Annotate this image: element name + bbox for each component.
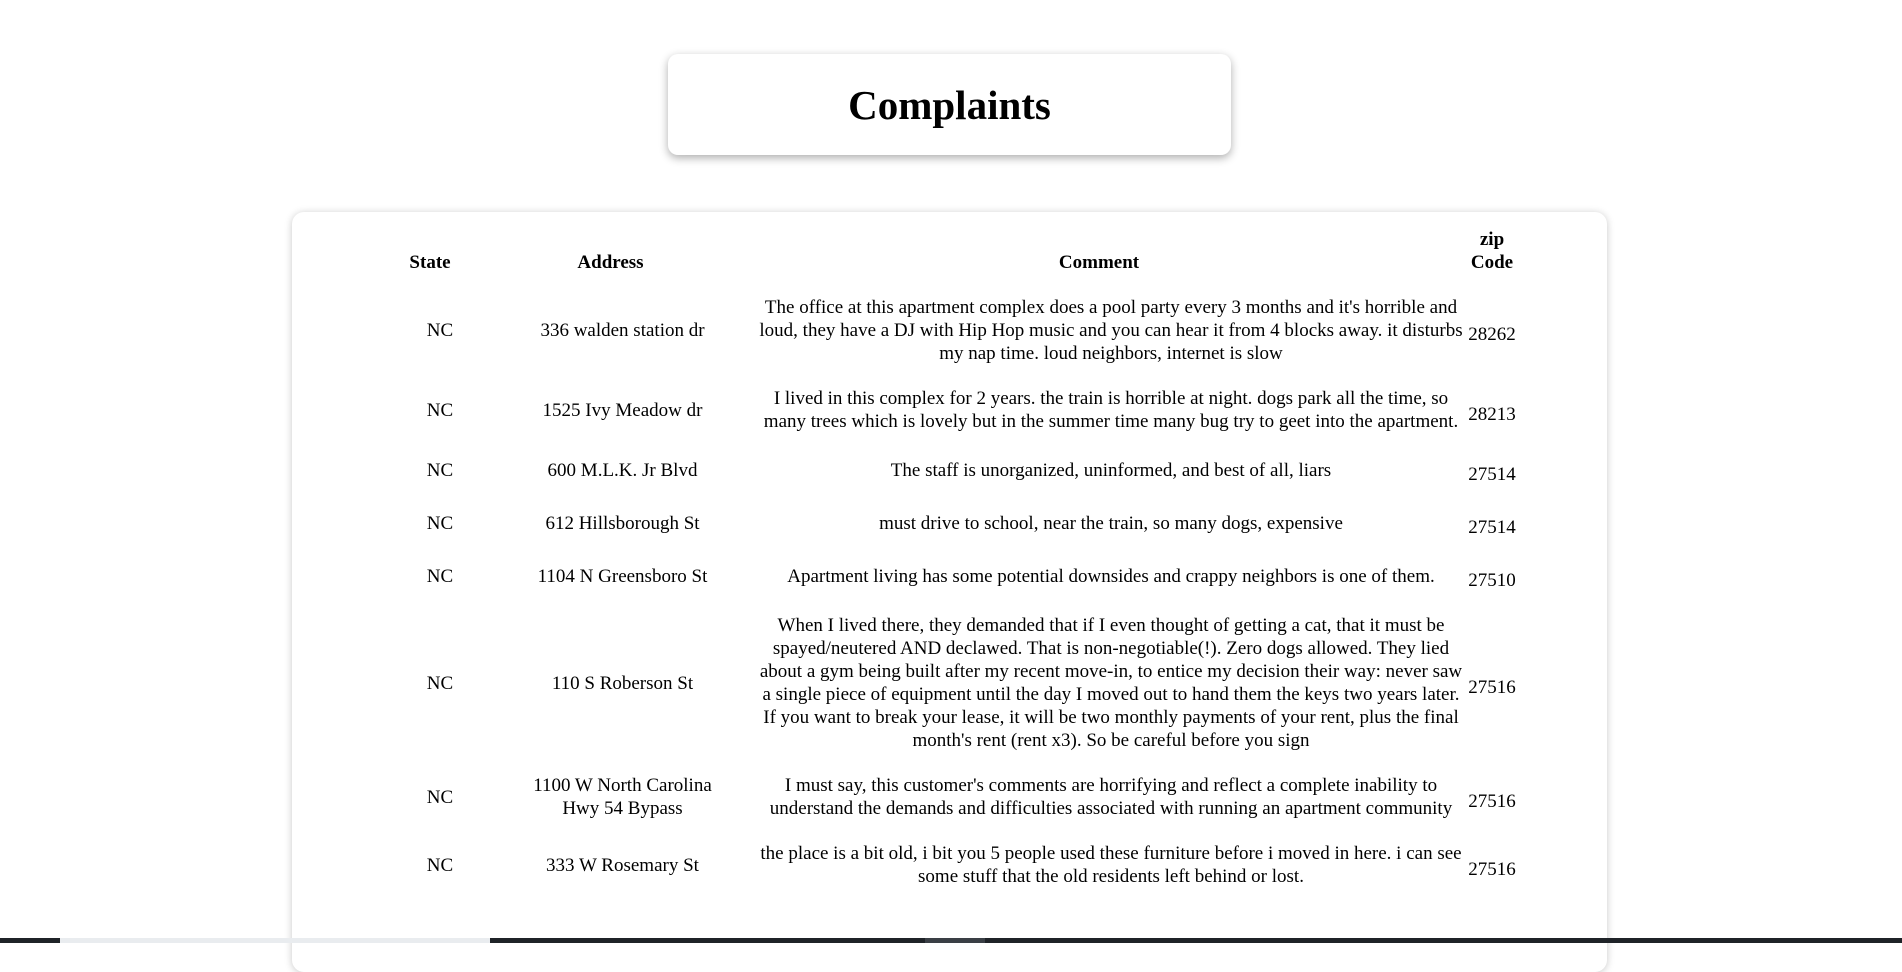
cell-zip-code: 27510 — [1468, 570, 1516, 591]
cell-comment: must drive to school, near the train, so many dogs, expensive — [879, 513, 1343, 534]
header-address: Address — [577, 252, 644, 273]
cell-address: 1525 Ivy Meadow dr — [542, 399, 703, 421]
taskbar-segment — [925, 938, 985, 943]
table-row — [374, 561, 1517, 592]
cell-address: 110 S Roberson St — [551, 672, 694, 694]
complaints-table-card — [292, 212, 1607, 972]
cell-comment: the place is a bit old, i bit you 5 people used these furniture before i moved in here. i can see some stuff that the old residents left behind or lost. — [760, 843, 1462, 887]
cell-address: 612 Hillsborough St — [545, 513, 700, 534]
cell-state: NC — [426, 672, 454, 694]
cell-zip-code: 27514 — [1468, 517, 1516, 538]
cell-zip-code: 27516 — [1468, 790, 1516, 812]
header-comment: Comment — [1058, 252, 1140, 273]
table-row — [374, 774, 1517, 820]
cell-comment: When I lived there, they demanded that if I even thought of getting a cat, that it must be spayed/neutered AND declawed. That is non-negotiable(!). Zero dogs allowed. They lied about a gym being built after my recent move-in, to entice my decision their way: never saw a single piece of equipment until the day I moved out to hand them the keys two years later. If you want to break your lease, it will be two monthly payments of your rent, plus the final month's rent (rent x3). So be careful before you sign — [759, 615, 1463, 751]
table-row — [374, 296, 1517, 365]
page-title: Complaints — [848, 81, 1051, 128]
cell-comment: The office at this apartment complex does a pool party every 3 months and it's horrible and loud, they have a DJ with Hip Hop music and you can hear it from 4 blocks away. it disturbs my nap time. loud neighbors, internet is slow — [759, 297, 1463, 364]
table-row — [374, 387, 1517, 433]
table-row — [374, 508, 1517, 539]
table-row — [374, 455, 1517, 486]
table-row — [374, 614, 1517, 752]
taskbar-strip — [0, 938, 1902, 943]
cell-address: 1100 W North Carolina Hwy 54 Bypass — [533, 775, 712, 819]
header-zip-code: zip Code — [1470, 229, 1514, 273]
taskbar-segment — [60, 938, 490, 943]
cell-zip-code: 27516 — [1468, 676, 1516, 698]
cell-address: 600 M.L.K. Jr Blvd — [547, 460, 698, 481]
table-header-row — [374, 228, 1517, 274]
cell-state: NC — [426, 786, 454, 808]
cell-state: NC — [426, 854, 454, 876]
cell-zip-code: 27514 — [1468, 464, 1516, 485]
cell-state: NC — [426, 460, 454, 481]
cell-zip-code: 28213 — [1468, 403, 1516, 425]
header-state: State — [409, 252, 451, 273]
cell-address: 1104 N Greensboro St — [537, 566, 708, 587]
cell-comment: I must say, this customer's comments are horrifying and reflect a complete inability to understand the demands and difficulties associated with running an apartment community — [769, 775, 1453, 819]
cell-zip-code: 27516 — [1468, 858, 1516, 880]
cell-address: 336 walden station dr — [540, 320, 705, 341]
cell-zip-code: 28262 — [1468, 324, 1516, 345]
complaints-table — [370, 212, 1521, 910]
cell-comment: The staff is unorganized, uninformed, and best of all, liars — [890, 460, 1332, 481]
cell-state: NC — [426, 320, 454, 341]
cell-comment: I lived in this complex for 2 years. the train is horrible at night. dogs park all the time, so many trees which is lovely but in the summer time many bug try to geet into the apartment. — [763, 388, 1459, 432]
cell-comment: Apartment living has some potential downsides and crappy neighbors is one of them. — [787, 566, 1435, 587]
cell-state: NC — [426, 513, 454, 534]
cell-state: NC — [426, 566, 454, 587]
cell-state: NC — [426, 399, 454, 421]
cell-address: 333 W Rosemary St — [546, 854, 699, 876]
table-row — [374, 842, 1517, 888]
page-title-card — [668, 54, 1231, 155]
